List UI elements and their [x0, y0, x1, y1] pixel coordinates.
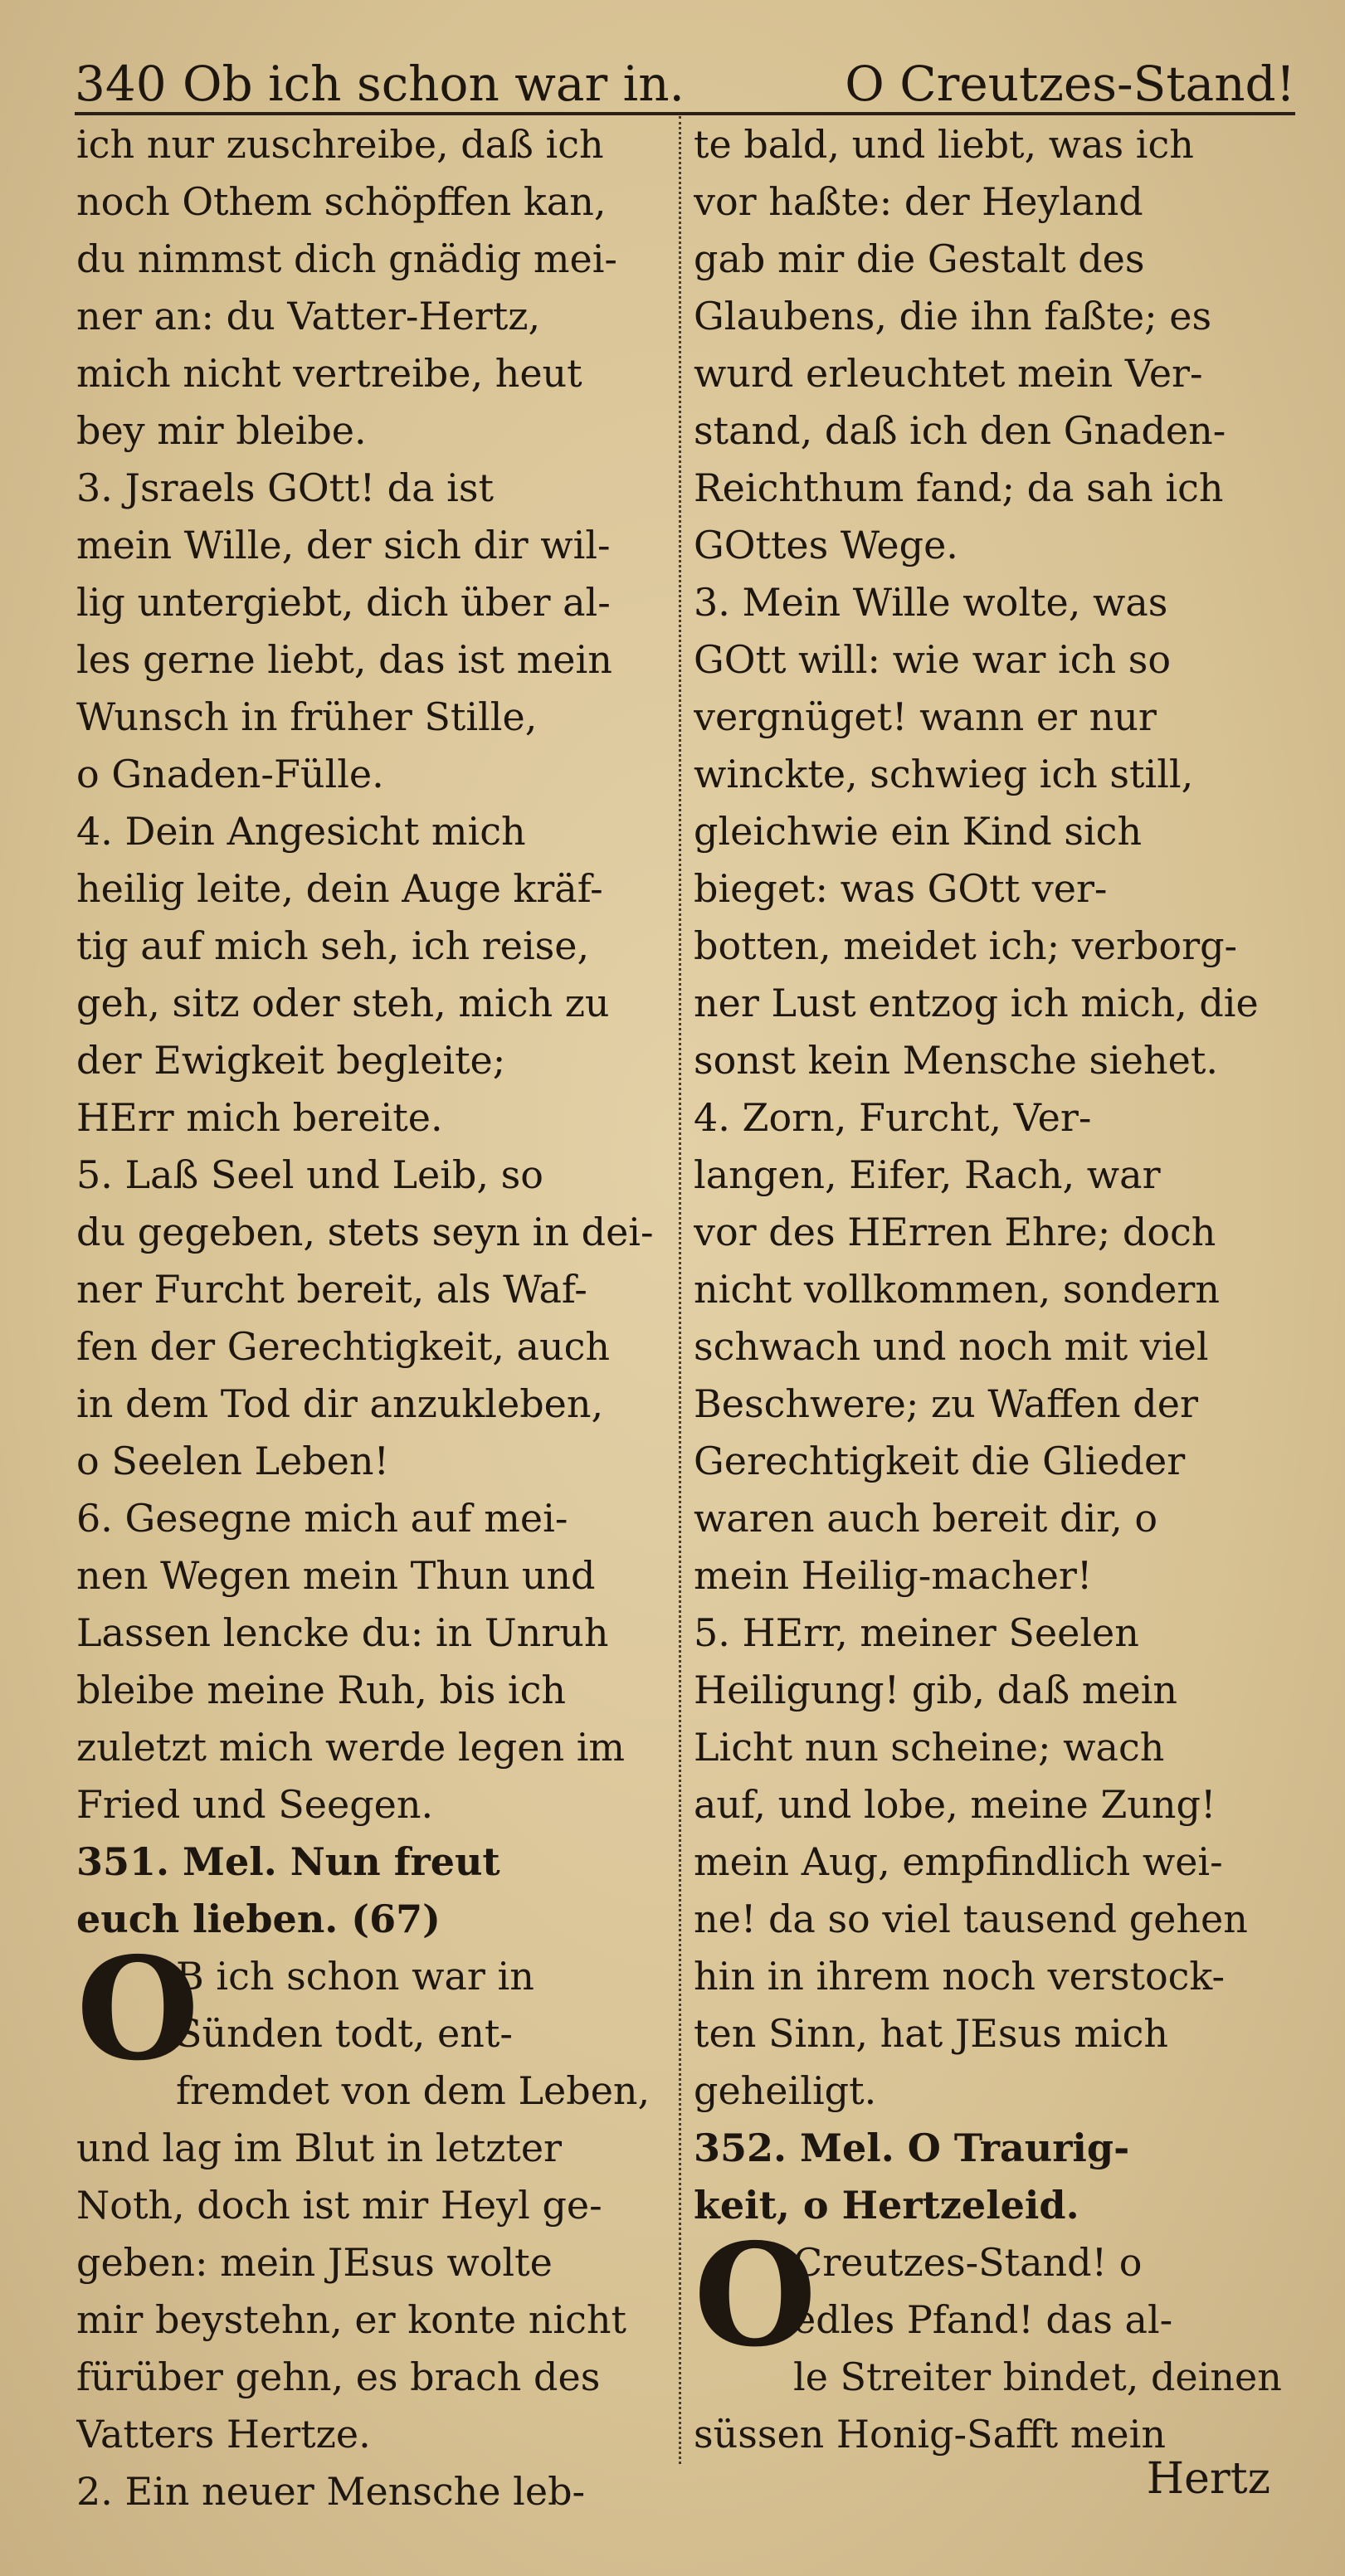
- text-line: mein Aug, empfindlich wei-: [694, 1839, 1223, 1884]
- text-line: ne! da so viel tausend gehen: [694, 1897, 1248, 1941]
- text-line: geheiligt.: [694, 2068, 877, 2113]
- right-column: [694, 116, 1299, 2463]
- text-line: 3. Jsraels GOtt! da ist: [76, 465, 494, 510]
- text-line: Glaubens, die ihn faßte; es: [694, 294, 1212, 338]
- text-line: 3. Mein Wille wolte, was: [694, 580, 1168, 625]
- text-line: 4. Dein Angesicht mich: [76, 809, 526, 854]
- text-line: heilig leite, dein Auge kräf-: [76, 866, 603, 911]
- header-rule: [75, 112, 1295, 115]
- text-line: du gegeben, stets seyn in dei-: [76, 1210, 654, 1254]
- text-line: edles Pfand! das al-: [793, 2297, 1173, 2342]
- text-line: Licht nun scheine; wach: [694, 1725, 1165, 1770]
- text-line: geben: mein JEsus wolte: [76, 2240, 553, 2285]
- hymn-heading-line: keit, o Hertzeleid.: [694, 2183, 1079, 2228]
- text-line: fen der Gerechtigkeit, auch: [76, 1324, 610, 1369]
- text-line: fremdet von dem Leben,: [176, 2068, 651, 2113]
- text-line: le Streiter bindet, deinen: [793, 2354, 1282, 2399]
- text-line: lig untergiebt, dich über al-: [76, 580, 611, 625]
- hymn-heading-line: 352. Mel. O Traurig-: [694, 2126, 1130, 2170]
- text-line: ner an: du Vatter-Hertz,: [76, 294, 541, 338]
- page-header: [75, 33, 1295, 112]
- hymn-heading-line: euch lieben. (67): [76, 1897, 441, 1941]
- text-line: Wunsch in früher Stille,: [76, 694, 538, 739]
- text-line: HErr mich bereite.: [76, 1095, 443, 1140]
- text-line: ner Lust entzog ich mich, die: [694, 981, 1259, 1025]
- text-line: vergnüget! wann er nur: [694, 694, 1157, 739]
- text-line: süssen Honig-Safft mein: [694, 2412, 1166, 2457]
- text-line: bieget: was GOtt ver-: [694, 866, 1108, 911]
- left-column: [76, 116, 682, 2520]
- text-line: mir beystehn, er konte nicht: [76, 2297, 626, 2342]
- text-line: B ich schon war in: [176, 1954, 534, 1999]
- text-line: Gerechtigkeit die Glieder: [694, 1439, 1186, 1483]
- text-line: 5. Laß Seel und Leib, so: [76, 1152, 543, 1197]
- drop-capital: O: [76, 1926, 200, 2092]
- text-line: winckte, schwieg ich still,: [694, 752, 1194, 796]
- text-line: Heiligung! gib, daß mein: [694, 1668, 1177, 1712]
- text-line: Creutzes-Stand! o: [793, 2240, 1143, 2285]
- text-line: hin in ihrem noch verstock-: [694, 1954, 1226, 1999]
- text-line: zuletzt mich werde legen im: [76, 1725, 626, 1770]
- text-line: du nimmst dich gnädig mei-: [76, 236, 617, 281]
- text-line: mein Wille, der sich dir wil-: [76, 523, 611, 567]
- text-line: Beschwere; zu Waffen der: [694, 1381, 1198, 1426]
- text-line: auf, und lobe, meine Zung!: [694, 1782, 1216, 1827]
- text-line: GOttes Wege.: [694, 523, 958, 567]
- text-line: Sünden todt, ent-: [176, 2011, 513, 2056]
- text-line: les gerne liebt, das ist mein: [76, 637, 612, 682]
- text-line: 2. Ein neuer Mensche leb-: [76, 2469, 586, 2514]
- text-line: stand, daß ich den Gnaden-: [694, 408, 1226, 453]
- text-line: 6. Gesegne mich auf mei-: [76, 1496, 568, 1541]
- text-line: ten Sinn, hat JEsus mich: [694, 2011, 1169, 2056]
- text-line: 4. Zorn, Furcht, Ver-: [694, 1095, 1092, 1140]
- text-line: vor haßte: der Heyland: [694, 179, 1143, 224]
- text-line: nicht vollkommen, sondern: [694, 1267, 1221, 1312]
- page-number: 340: [75, 56, 167, 112]
- text-line: Fried und Seegen.: [76, 1782, 434, 1827]
- text-line: bey mir bleibe.: [76, 408, 367, 453]
- text-line: ner Furcht bereit, als Waf-: [76, 1267, 587, 1312]
- text-line: Vatters Hertze.: [76, 2412, 371, 2457]
- text-line: bleibe meine Ruh, bis ich: [76, 1668, 567, 1712]
- text-line: mich nicht vertreibe, heut: [76, 351, 582, 396]
- text-line: botten, meidet ich; verborg-: [694, 923, 1238, 968]
- text-line: o Gnaden-Fülle.: [76, 752, 384, 796]
- text-line: Reichthum fand; da sah ich: [694, 465, 1224, 510]
- text-line: gab mir die Gestalt des: [694, 236, 1145, 281]
- text-line: tig auf mich seh, ich reise,: [76, 923, 590, 968]
- text-line: wurd erleuchtet mein Ver-: [694, 351, 1203, 396]
- text-line: sonst kein Mensche siehet.: [694, 1038, 1218, 1083]
- text-line: in dem Tod dir anzukleben,: [76, 1381, 604, 1426]
- text-line: vor des HErren Ehre; doch: [694, 1210, 1216, 1254]
- running-title-left: Ob ich schon war in.: [183, 56, 685, 112]
- running-title-right: O Creutzes-Stand!: [845, 56, 1295, 112]
- text-line: 5. HErr, meiner Seelen: [694, 1610, 1139, 1655]
- text-line: Noth, doch ist mir Heyl ge-: [76, 2183, 602, 2228]
- text-line: nen Wegen mein Thun und: [76, 1553, 596, 1598]
- text-line: fürüber gehn, es brach des: [76, 2354, 601, 2399]
- catchword: Hertz: [1146, 2454, 1270, 2504]
- text-line: waren auch bereit dir, o: [694, 1496, 1158, 1541]
- text-line: und lag im Blut in letzter: [76, 2126, 563, 2170]
- text-line: GOtt will: wie war ich so: [694, 637, 1172, 682]
- text-line: ich nur zuschreibe, daß ich: [76, 122, 604, 167]
- text-line: der Ewigkeit begleite;: [76, 1038, 506, 1083]
- text-line: o Seelen Leben!: [76, 1439, 390, 1483]
- text-line: langen, Eifer, Rach, war: [694, 1152, 1161, 1197]
- text-line: geh, sitz oder steh, mich zu: [76, 981, 610, 1025]
- text-line: noch Othem schöpffen kan,: [76, 179, 607, 224]
- drop-capital: O: [694, 2213, 817, 2379]
- text-line: schwach und noch mit viel: [694, 1324, 1209, 1369]
- hymn-heading-line: 351. Mel. Nun freut: [76, 1839, 500, 1884]
- text-line: te bald, und liebt, was ich: [694, 122, 1194, 167]
- text-line: Lassen lencke du: in Unruh: [76, 1610, 609, 1655]
- text-line: mein Heilig-macher!: [694, 1553, 1093, 1598]
- text-line: gleichwie ein Kind sich: [694, 809, 1143, 854]
